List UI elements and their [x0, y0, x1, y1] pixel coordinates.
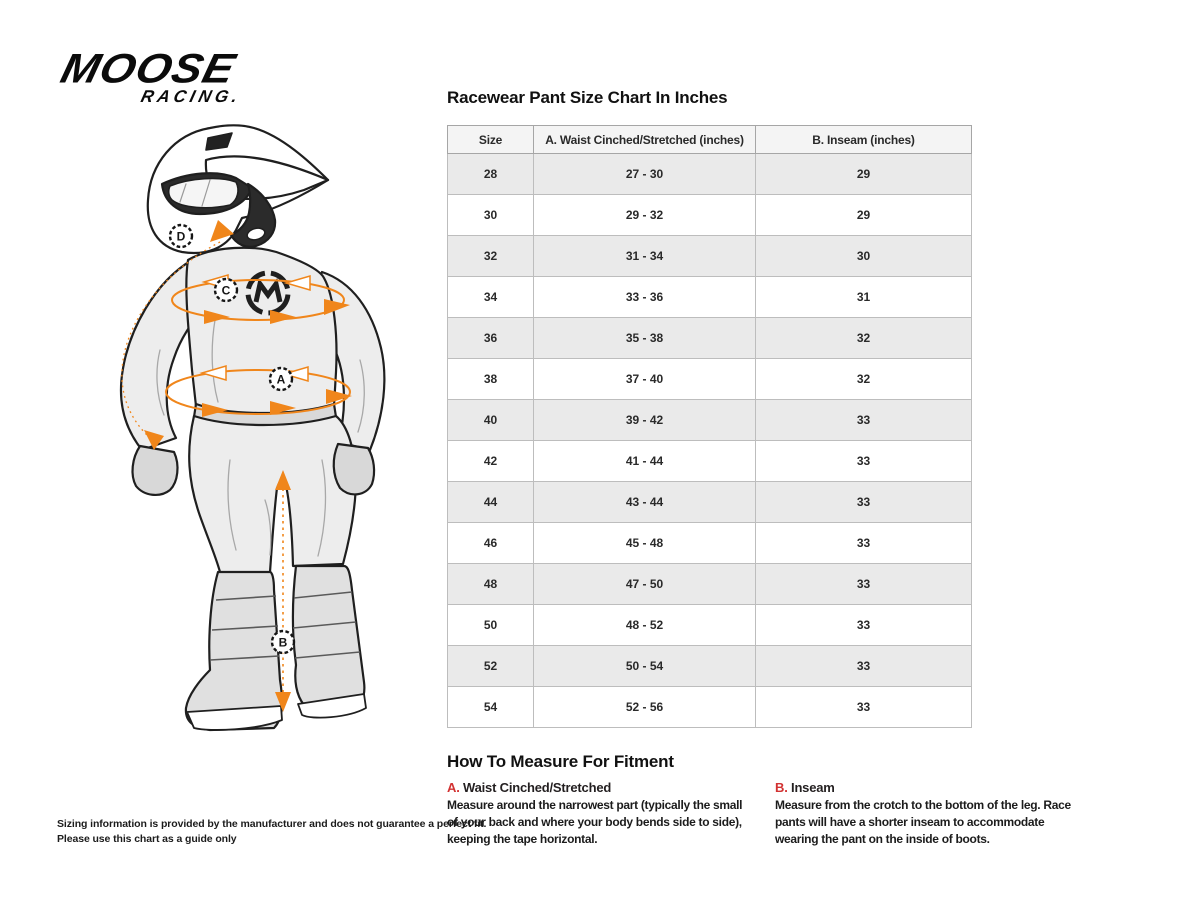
- table-cell: 34: [448, 277, 534, 318]
- table-cell: 36: [448, 318, 534, 359]
- table-cell: 48: [448, 564, 534, 605]
- badge-letter-a: A: [276, 372, 286, 387]
- size-chart-table: [447, 125, 972, 728]
- page-title: Racewear Pant Size Chart In Inches: [447, 88, 728, 107]
- table-row: [448, 400, 972, 441]
- measure-badge-a: [270, 368, 292, 390]
- table-cell: 52 - 56: [534, 687, 756, 728]
- table-cell: 47 - 50: [534, 564, 756, 605]
- table-cell: 44: [448, 482, 534, 523]
- disclaimer-text: [57, 817, 486, 846]
- disclaimer-line-2: Please use this chart as a guide only: [57, 832, 237, 845]
- table-cell: 32: [448, 236, 534, 277]
- table-cell: 31 - 34: [534, 236, 756, 277]
- table-cell: 42: [448, 441, 534, 482]
- measure-letter-b: B.: [775, 780, 788, 795]
- table-cell: 32: [756, 318, 972, 359]
- measure-item-waist: [447, 780, 747, 848]
- table-cell: 31: [756, 277, 972, 318]
- table-header-row: [448, 126, 972, 154]
- table-cell: 33: [756, 646, 972, 687]
- measure-label-b: Inseam: [791, 780, 835, 795]
- table-row: [448, 195, 972, 236]
- rider-right-glove: [334, 444, 374, 494]
- table-cell: 46: [448, 523, 534, 564]
- measure-badge-d: [170, 225, 192, 247]
- rider-pants: [189, 416, 356, 576]
- table-cell: 37 - 40: [534, 359, 756, 400]
- measure-description-a: Measure around the narrowest part (typically the small of your back and where your body bends side to side), keeping the tape horizontal.: [447, 798, 743, 847]
- rider-measurement-figure: [60, 120, 440, 740]
- table-cell: 32: [756, 359, 972, 400]
- measure-description-b: Measure from the crotch to the bottom of the leg. Race pants will have a shorter inseam to accommodate wearing the pant on the inside of boots.: [775, 798, 1071, 847]
- table-cell: 45 - 48: [534, 523, 756, 564]
- table-row: [448, 564, 972, 605]
- rider-left-glove: [133, 446, 178, 495]
- measure-item-inseam: [775, 780, 1083, 848]
- table-cell: 33 - 36: [534, 277, 756, 318]
- table-cell: 30: [756, 236, 972, 277]
- rider-illustration-svg: [60, 120, 440, 740]
- table-row: [448, 687, 972, 728]
- measure-label-a: Waist Cinched/Stretched: [463, 780, 612, 795]
- disclaimer-line-1: Sizing information is provided by the manufacturer and does not guarantee a perfect fit.: [57, 818, 487, 830]
- table-cell: 29 - 32: [534, 195, 756, 236]
- table-row: [448, 523, 972, 564]
- table-cell: 54: [448, 687, 534, 728]
- table-cell: 39 - 42: [534, 400, 756, 441]
- table-cell: 50: [448, 605, 534, 646]
- table-cell: 38: [448, 359, 534, 400]
- column-header: Size: [448, 126, 534, 154]
- measure-badge-c: [215, 279, 237, 301]
- measure-letter-a: A.: [447, 780, 460, 795]
- table-cell: 33: [756, 441, 972, 482]
- table-cell: 52: [448, 646, 534, 687]
- table-cell: 28: [448, 154, 534, 195]
- measure-item-inseam-label: [775, 780, 1083, 795]
- table-cell: 35 - 38: [534, 318, 756, 359]
- badge-letter-c: C: [221, 283, 231, 298]
- table-cell: 41 - 44: [534, 441, 756, 482]
- badge-letter-b: B: [278, 635, 288, 650]
- table-cell: 40: [448, 400, 534, 441]
- table-cell: 30: [448, 195, 534, 236]
- table-cell: 33: [756, 482, 972, 523]
- logo-moose-text: MOOSE: [56, 44, 241, 92]
- table-row: [448, 318, 972, 359]
- table-row: [448, 236, 972, 277]
- table-cell: 33: [756, 605, 972, 646]
- table-cell: 29: [756, 154, 972, 195]
- how-to-measure-title: How To Measure For Fitment: [447, 752, 674, 771]
- badge-letter-d: D: [176, 229, 186, 244]
- table-row: [448, 646, 972, 687]
- measure-item-waist-label: [447, 780, 747, 795]
- measure-badge-b: [272, 631, 294, 653]
- moose-racing-logo: [57, 44, 247, 107]
- table-cell: 33: [756, 564, 972, 605]
- table-cell: 43 - 44: [534, 482, 756, 523]
- logo-racing-text: RACING.: [138, 87, 244, 106]
- rider-right-boot: [293, 566, 364, 714]
- column-header: A. Waist Cinched/Stretched (inches): [534, 126, 756, 154]
- table-row: [448, 605, 972, 646]
- table-cell: 33: [756, 523, 972, 564]
- table-row: [448, 154, 972, 195]
- table-cell: 48 - 52: [534, 605, 756, 646]
- column-header: B. Inseam (inches): [756, 126, 972, 154]
- table-row: [448, 441, 972, 482]
- table-row: [448, 482, 972, 523]
- table-cell: 50 - 54: [534, 646, 756, 687]
- table-row: [448, 359, 972, 400]
- table-cell: 29: [756, 195, 972, 236]
- table-cell: 33: [756, 400, 972, 441]
- table-cell: 33: [756, 687, 972, 728]
- table-cell: 27 - 30: [534, 154, 756, 195]
- table-row: [448, 277, 972, 318]
